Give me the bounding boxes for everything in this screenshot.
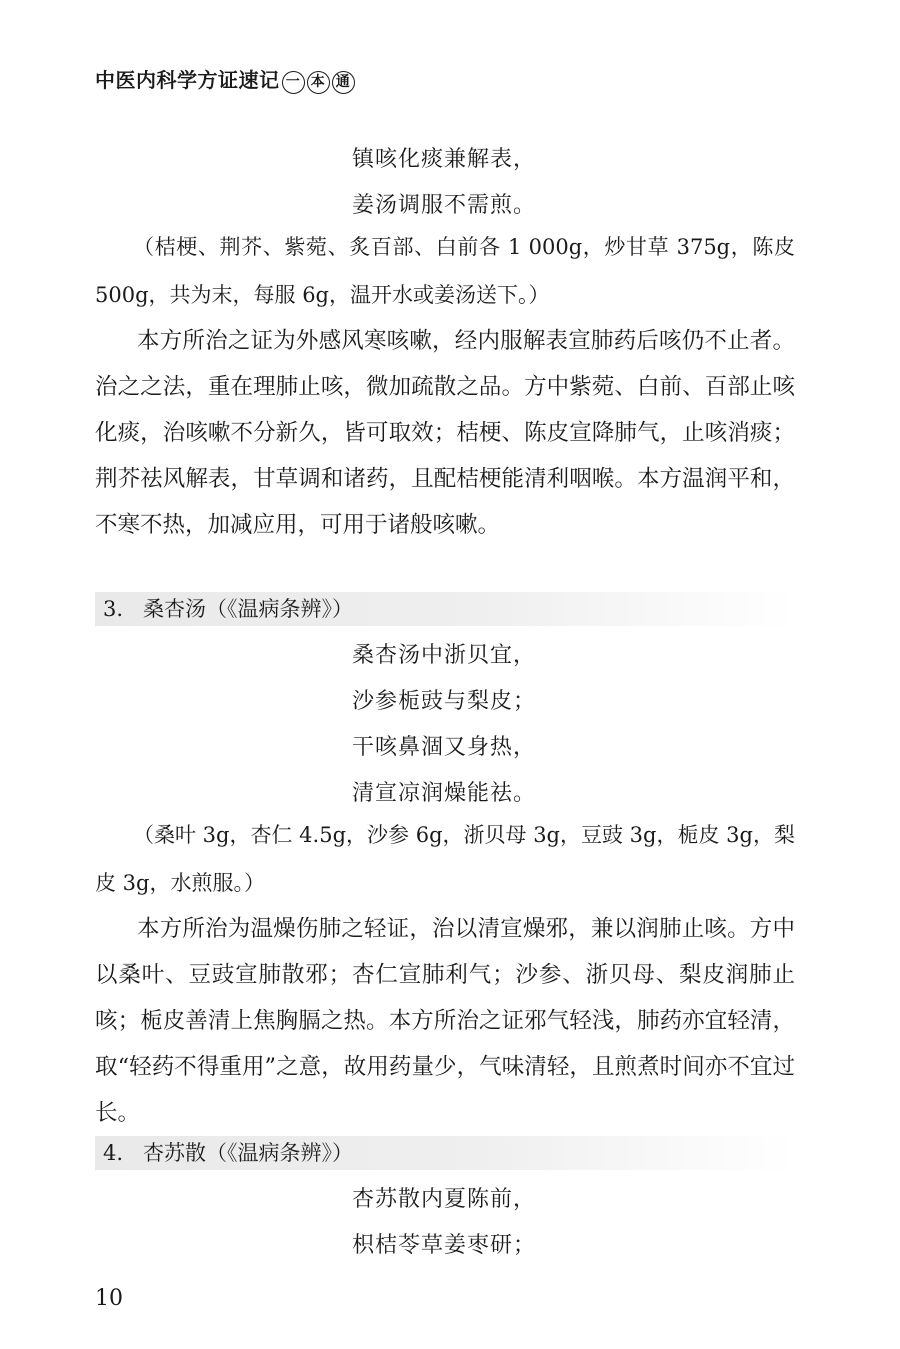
section-heading <box>95 592 795 626</box>
verse-line: 枳桔苓草姜枣研； <box>352 1233 537 1258</box>
section-number: 3. <box>103 597 124 621</box>
formula-note: （桔梗、荆芥、紫菀、炙百部、白前各 1 000g，炒甘草 375g，陈皮 500g，共为末，每服 6g，温开水或姜汤送下。） <box>95 235 795 307</box>
book-title: 中医内科学方证速记 <box>95 68 280 92</box>
verse-line: 清宣凉润燥能祛。 <box>352 781 537 806</box>
verse-line: 杏苏散内夏陈前， <box>352 1187 537 1212</box>
formula-note: （桑叶 3g，杏仁 4.5g，沙参 6g，浙贝母 3g，豆豉 3g，栀皮 3g，梨皮 3g，水煎服。） <box>95 823 795 895</box>
circled-char: 本 <box>307 71 330 94</box>
explanation-paragraph: 本方所治之证为外感风寒咳嗽，经内服解表宣肺药后咳仍不止者。治之之法，重在理肺止咳，微加疏散之品。方中紫菀、白前、百部止咳化痰，治咳嗽不分新久，皆可取效；桔梗、陈皮宣降肺气，止咳消痰；荆芥祛风解表，甘草调和诸药，且配桔梗能清利咽喉。本方温润平和，不寒不热，加减应用，可用于诸般咳嗽。 <box>95 328 795 538</box>
circled-char: 通 <box>332 71 355 94</box>
running-header <box>95 64 355 94</box>
page-number: 10 <box>95 1286 123 1311</box>
section-number: 4. <box>103 1141 124 1165</box>
section-title: 桑杏汤（《温病条辨》） <box>143 597 353 621</box>
verse-line: 镇咳化痰兼解表， <box>352 147 537 172</box>
section-title: 杏苏散（《温病条辨》） <box>143 1141 353 1165</box>
verse-line: 姜汤调服不需煎。 <box>352 193 537 218</box>
verse-line: 桑杏汤中浙贝宜， <box>352 643 537 668</box>
verse-line: 沙参栀豉与梨皮； <box>352 689 537 714</box>
verse-line: 干咳鼻涸又身热， <box>352 735 537 760</box>
explanation-paragraph: 本方所治为温燥伤肺之轻证，治以清宣燥邪，兼以润肺止咳。方中以桑叶、豆豉宣肺散邪；杏仁宣肺利气；沙参、浙贝母、梨皮润肺止咳；栀皮善清上焦胸膈之热。本方所治之证邪气轻浅，肺药亦宜轻清，取“轻药不得重用”之意，故用药量少，气味清轻，且煎煮时间亦不宜过长。 <box>95 916 795 1126</box>
circled-char: 一 <box>282 71 305 94</box>
section-heading <box>95 1136 795 1170</box>
